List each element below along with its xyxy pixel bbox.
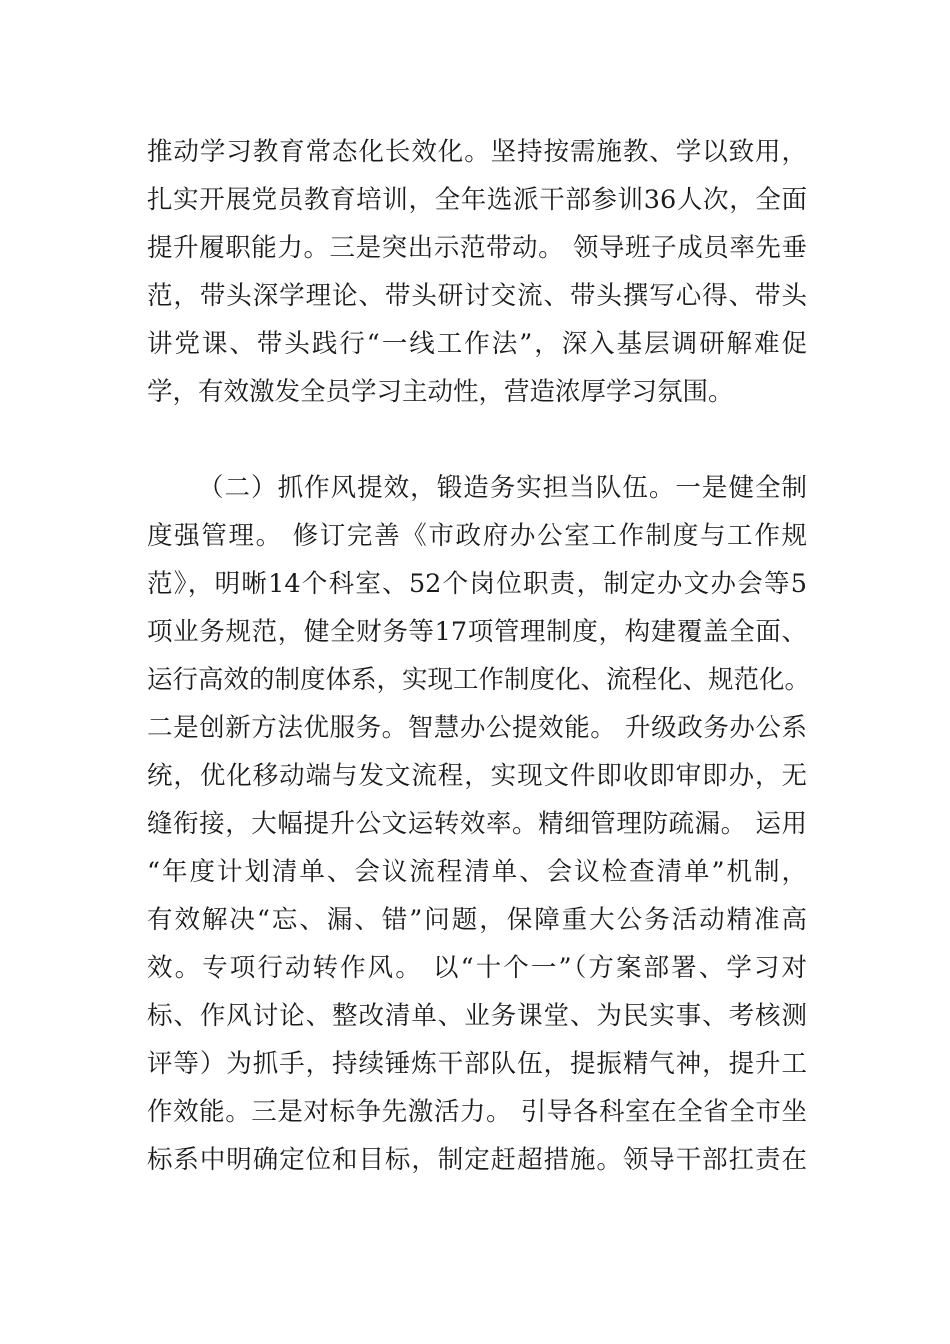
paragraph-2-line-7: 统，优化移动端与发文流程，实现文件即收即审即办，无 (147, 761, 807, 791)
paragraph-2-line-15: 标系中明确定位和目标，制定赶超措施。领导干部扛责在 (147, 1145, 807, 1175)
paragraph-2-line-4: 项业务规范，健全财务等17项管理制度，构建覆盖全面、 (147, 617, 807, 647)
paragraph-2-line-10: 有效解决“忘、漏、错”问题，保障重大公务活动精准高 (147, 905, 807, 935)
paragraph-2-line-6: 二是创新方法优服务。智慧办公提效能。 升级政务办公系 (147, 713, 807, 743)
paragraph-1-line-2: 扎实开展党员教育培训，全年选派干部参训36人次，全面 (147, 185, 807, 215)
paragraph-1-line-1: 推动学习教育常态化长效化。坚持按需施教、学以致用， (147, 137, 807, 167)
paragraph-2-line-2: 度强管理。 修订完善《市政府办公室工作制度与工作规 (147, 521, 807, 551)
paragraph-2-line-1: （二）抓作风提效，锻造务实担当队伍。一是健全制 (198, 473, 807, 503)
paragraph-1-line-3: 提升履职能力。三是突出示范带动。 领导班子成员率先垂 (147, 233, 807, 263)
paragraph-2-line-8: 缝衔接，大幅提升公文运转效率。精细管理防疏漏。 运用 (147, 809, 807, 839)
paragraph-1-line-4: 范，带头深学理论、带头研讨交流、带头撰写心得、带头 (147, 281, 807, 311)
paragraph-2-line-3: 范》，明晰14个科室、52个岗位职责，制定办文办会等5 (147, 569, 807, 599)
paragraph-2-line-5: 运行高效的制度体系，实现工作制度化、流程化、规范化。 (147, 665, 811, 695)
paragraph-2-line-11: 效。专项行动转作风。 以“十个一”（方案部署、学习对 (147, 953, 807, 983)
paragraph-2-line-12: 标、作风讨论、整改清单、业务课堂、为民实事、考核测 (147, 1001, 807, 1031)
paragraph-2-line-13: 评等）为抓手，持续锤炼干部队伍，提振精气神，提升工 (147, 1049, 807, 1079)
paragraph-2-line-9: “年度计划清单、会议流程清单、会议检查清单”机制， (147, 857, 807, 887)
paragraph-1-line-5: 讲党课、带头践行“一线工作法”，深入基层调研解难促 (147, 329, 807, 359)
paragraph-1-line-6: 学，有效激发全员学习主动性，营造浓厚学习氛围。 (147, 377, 734, 407)
paragraph-2-line-14: 作效能。三是对标争先激活力。 引导各科室在全省全市坐 (147, 1097, 807, 1127)
